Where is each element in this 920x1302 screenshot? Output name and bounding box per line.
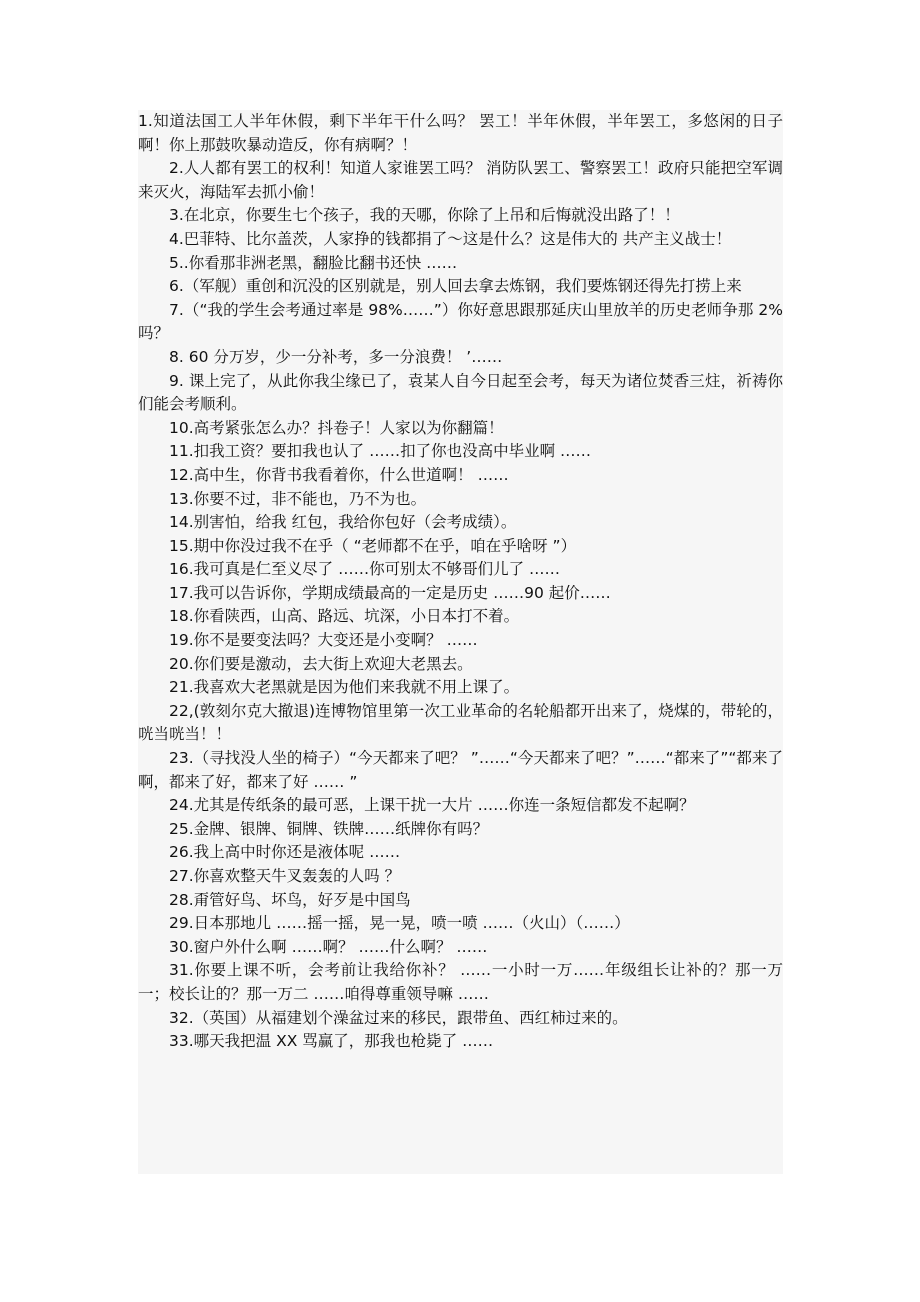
list-item: 13.你要不过，非不能也，乃不为也。 (169, 489, 427, 508)
list-item: 17.我可以告诉你，学期成绩最高的一定是历史 ……90 起价…… (169, 583, 611, 602)
list-item: 18.你看陕西，山高、路远、坑深，小日本打不着。 (169, 607, 520, 626)
list-item: 12.高中生，你背书我看着你，什么世道啊！ …… (169, 465, 509, 484)
list-item: 10.高考紧张怎么办？抖卷子！人家以为你翻篇！ (169, 418, 504, 437)
list-item: 22,(敦刻尔克大撤退)连博物馆里第一次工业革命的名轮船都开出来了，烧煤的，带轮的，咣当咣当！！ (138, 701, 783, 744)
list-item: 27.你喜欢整天牛叉轰轰的人吗 ？ (169, 867, 401, 885)
list-item: 24.尤其是传纸条的最可恶，上课干扰一大片 ……你连一条短信都发不起啊？ (169, 796, 695, 815)
list-item: 23.（寻找没人坐的椅子）“今天都来了吧？ ”……“今天都来了吧？”……“都来了”“都来了啊，都来了好，都来了好 …… ” (138, 749, 783, 791)
list-item: 6.（军舰）重创和沉没的区别就是，别人回去拿去炼钢，我们要炼钢还得先打捞上来 (169, 277, 742, 296)
list-item: 29.日本那地儿 ……摇一摇，晃一晃，喷一喷 ……（火山）（……） (169, 914, 630, 933)
list-item: 25.金牌、银牌、铜牌、铁牌……纸牌你有吗？ (169, 819, 489, 838)
list-item: 1.知道法国工人半年休假，剩下半年干什么吗？ 罢工！半年休假，半年罢工，多悠闲的日子啊！你上那鼓吹暴动造反，你有病啊？！ (138, 112, 783, 154)
quote-list (138, 110, 783, 1054)
list-item: 28.甭管好鸟、坏鸟，好歹是中国鸟 (169, 890, 411, 909)
list-item: 32.（英国）从福建划个澡盆过来的移民，跟带鱼、西红柿过来的。 (169, 1008, 628, 1027)
list-item: 4.巴菲特、比尔盖茨，人家挣的钱都捐了～这是什么？这是伟大的 共产主义战士！ (169, 229, 732, 248)
list-item: 14.别害怕，给我 红包，我给你包好（会考成绩）。 (169, 513, 517, 532)
list-item: 7.（“我的学生会考通过率是 98%……”）你好意思跟那延庆山里放羊的历史老师争那 2%吗？ (138, 300, 783, 343)
list-item: 11.扣我工资？要扣我也认了 ……扣了你也没高中毕业啊 …… (169, 442, 592, 461)
list-item: 26.我上高中时你还是液体呢 …… (169, 843, 401, 862)
list-item: 9. 课上完了，从此你我尘缘已了，袁某人自今日起至会考，每天为诸位焚香三炷，祈祷你们能会考顺利。 (138, 371, 783, 414)
list-item: 16.我可真是仁至义尽了 ……你可别太不够哥们儿了 …… (169, 560, 561, 579)
list-item: 30.窗户外什么啊 ……啊？ ……什么啊？ …… (169, 937, 488, 956)
list-item: 19.你不是要变法吗？大变还是小变啊？ …… (169, 631, 478, 650)
list-item: 8. 60 分万岁，少一分补考，多一分浪费！ ’…… (169, 347, 503, 366)
list-item: 2.人人都有罢工的权利！知道人家谁罢工吗？ 消防队罢工、警察罢工！政府只能把空军调来灭火，海陆军去抓小偷！ (138, 159, 783, 201)
list-item: 15.期中你没过我不在乎（ “老师都不在乎，咱在乎啥呀 ”） (169, 536, 577, 555)
list-item: 20.你们要是激动，去大街上欢迎大老黑去。 (169, 654, 473, 673)
document-text-block (138, 110, 783, 1174)
list-item: 33.哪天我把温 XX 骂赢了，那我也枪毙了 …… (169, 1032, 494, 1051)
list-item: 5..你看那非洲老黑，翻脸比翻书还快 …… (169, 253, 458, 272)
list-item: 21.我喜欢大老黑就是因为他们来我就不用上课了。 (169, 678, 520, 697)
list-item: 3.在北京，你要生七个孩子，我的天哪，你除了上吊和后悔就没出路了！！ (169, 206, 680, 225)
list-item: 31.你要上课不听，会考前让我给你补？ ……一小时一万……年级组长让补的？那一万一；校长让的？那一万二 ……咱得尊重领导嘛 …… (138, 961, 783, 1003)
